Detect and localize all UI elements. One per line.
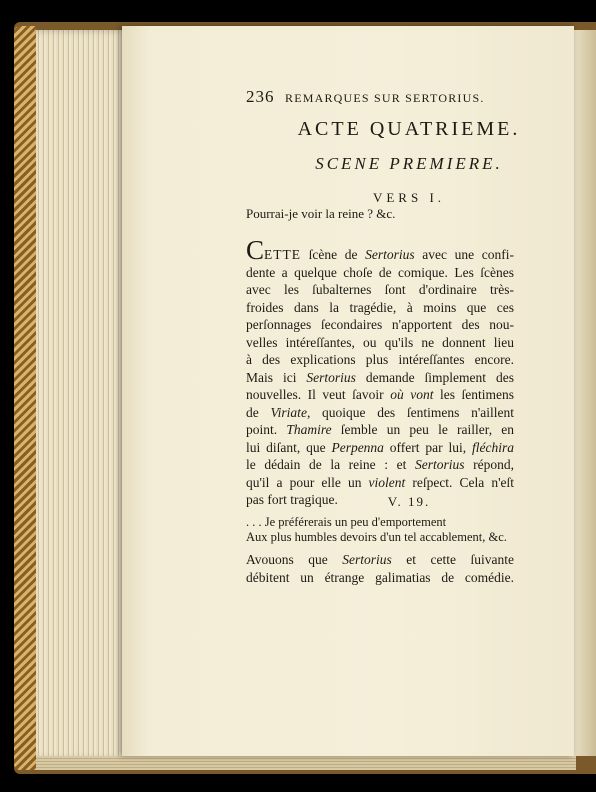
vers-heading: VERS I. [372,190,446,205]
text-line [246,299,514,317]
commentary-paragraph-2 [246,551,514,587]
text-line [246,456,514,474]
text-run: pas fort tragique. [246,492,338,507]
text-run: demande ſimplement des [355,369,514,385]
text-line [246,351,514,369]
italic-name: Perpenna [331,439,384,455]
page-content [122,26,574,756]
gilded-spine-edge [14,26,36,770]
text-run: avec une confi- [414,247,515,262]
italic-name: Viriate [270,404,307,420]
text-run: le dédain de la reine : et [246,457,415,472]
text-run: de [246,404,271,420]
text-line [246,386,514,404]
running-header [246,87,586,107]
text-run: les ſentimens [433,387,514,402]
text-run: froides dans la tragédie, à moins que ces [246,299,514,315]
text-run: point. [246,422,287,437]
italic-name: Sertorius [365,247,415,262]
italic-name: où vont [390,387,434,402]
text-line [246,569,514,587]
italic-name: Thamire [286,422,332,437]
text-line [246,369,514,387]
text-run: nouvelles. Il veut ſavoir [246,387,391,402]
verse-line: . . . Je préférerais un peu d'emportement [246,515,447,529]
italic-name: violent [368,474,406,490]
verse-heading: V. 19. [387,494,431,509]
text-line [246,334,514,352]
italic-name: fléchira [471,439,514,455]
text-line [246,264,514,282]
text-run: ſemble un peu le railler, en [331,422,514,437]
quoted-verse: Pourrai-je voir la reine ? &c. [246,206,396,221]
page-stack-left [36,30,130,760]
commentary-paragraph [246,235,515,509]
text-run: et cette ſuivante [391,552,514,567]
text-run: qu'il a pour elle un [246,474,369,490]
italic-name: Sertorius [342,552,392,567]
text-line [246,316,514,334]
italic-name: Sertorius [415,457,465,472]
act-title: ACTE QUATRIEME. [297,118,521,140]
drop-cap: C [246,235,265,265]
text-run: dente a quelque choſe de comique. Les ſcènes [246,264,514,280]
text-run: avec les ſubalternes ſont d'ordinaire très- [246,282,514,297]
text-run: débitent un étrange galimatias de comédie. [246,570,514,585]
text-run: , quoique des ſentimens n'aillent [306,404,514,420]
page-stack-right [574,30,596,756]
small-caps-word: ETTE [264,247,302,262]
text-line [246,474,514,492]
text-run: Mais ici [246,369,307,385]
text-line [246,404,514,422]
page-stack-bottom [36,756,576,770]
text-line [246,235,515,265]
book-page [122,26,574,756]
text-line [246,551,514,569]
text-line [246,281,514,299]
text-run: à des explications plus intéreſſantes encore. [246,352,514,367]
text-run: ſcène de [301,247,366,262]
text-run: perſonnages ſecondaires n'apportent des nou- [246,317,514,332]
italic-name: Sertorius [306,369,356,385]
page-number: 236 [246,87,275,106]
running-title: REMARQUES SUR SERTORIUS. [285,91,485,105]
text-line [246,421,514,439]
scene-title: SCENE PREMIERE. [315,154,503,173]
text-run: reſpect. Cela n'eſt [405,474,514,490]
text-line [246,439,514,457]
text-run: lui diſant, que [246,439,332,455]
text-run: offert par lui, [383,439,472,455]
text-run: velles intéreſſantes, ou qu'ils ne donnent lieu [246,334,514,350]
text-run: répond, [464,457,514,472]
verse-line: Aux plus humbles devoirs d'un tel accablement, &c. [246,530,507,544]
text-run: Avouons que [246,552,343,567]
